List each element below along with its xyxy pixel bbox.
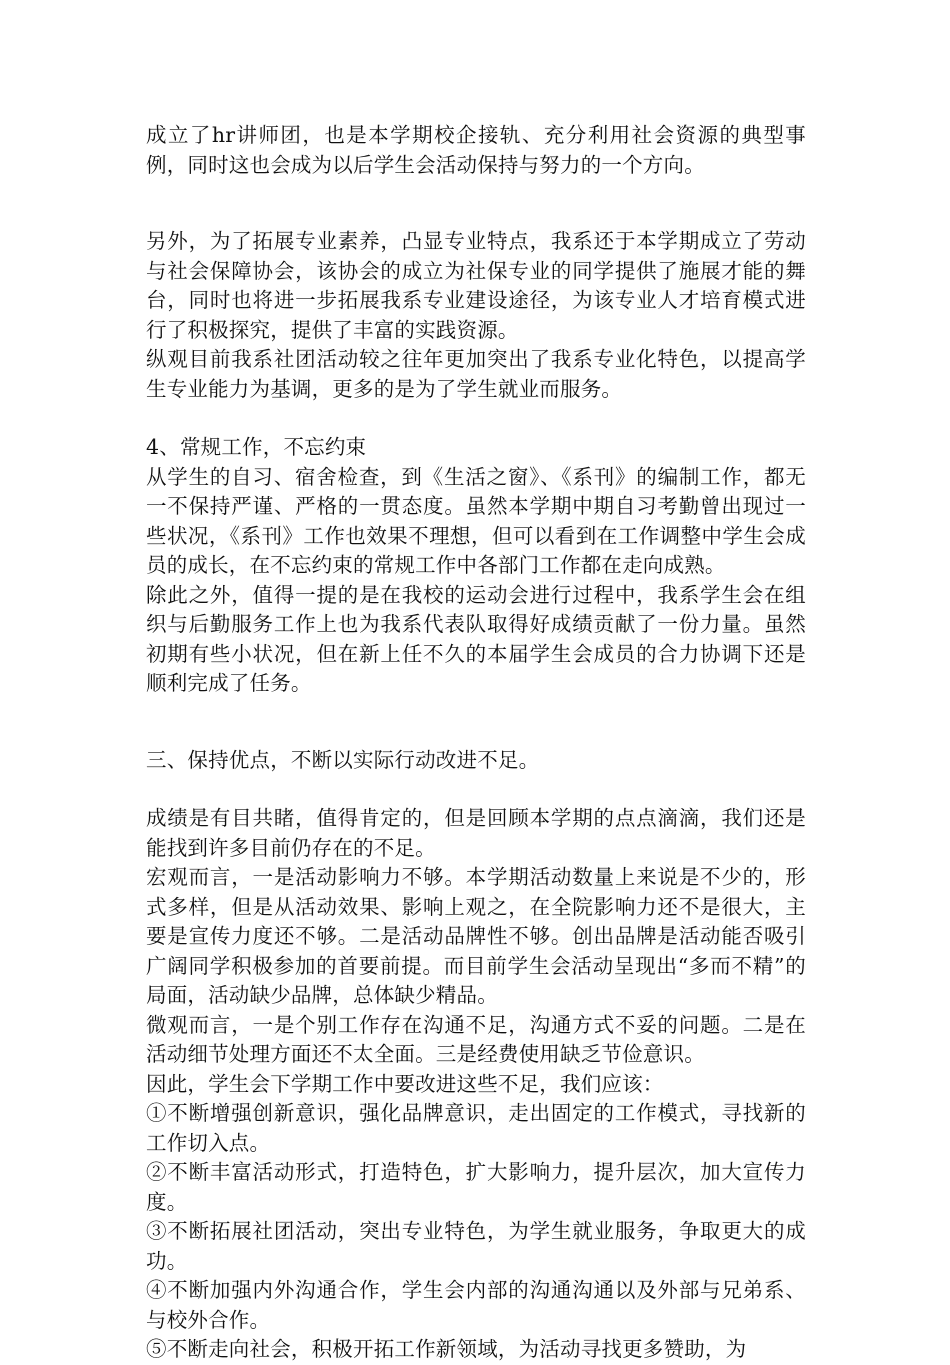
spacer (146, 404, 806, 433)
list-item-communication: ④不断加强内外沟通合作，学生会内部的沟通沟通以及外部与兄弟系、与校外合作。 (146, 1278, 806, 1332)
paragraph-macro-issues: 宏观而言，一是活动影响力不够。本学期活动数量上来说是不少的，形式多样，但是从活动效果、影响上观之，在全院影响力还不是很大，主要是宣传力度还不够。二是活动品牌性不够。创出品牌是活动能否吸引广阔同学积极参加的首要前提。而目前学生会活动呈现出“多而不精”的局面，活动缺少品牌，总体缺少精品。 (146, 865, 806, 1007)
paragraph-club-overview: 纵观目前我系社团活动较之往年更加突出了我系专业化特色，以提高学生专业能力为基调，更多的是为了学生就业而服务。 (146, 347, 806, 401)
paragraph-sports-meet: 除此之外，值得一提的是在我校的运动会进行过程中，我系学生会在组织与后勤服务工作上也为我系代表队取得好成绩贡献了一份力量。虽然初期有些小状况，但在新上任不久的本届学生会成员的合力协调下还是顺利完成了任务。 (146, 582, 806, 695)
paragraph-achievements: 成绩是有目共睹，值得肯定的，但是回顾本学期的点点滴滴，我们还是能找到许多目前仍存在的不足。 (146, 806, 806, 860)
spacer (146, 699, 806, 746)
list-item-society: ⑤不断走向社会，积极开拓工作新领域，为活动寻找更多赞助，为 (146, 1337, 747, 1361)
section-heading-routine-work: 4、常规工作，不忘约束 (146, 435, 367, 459)
spacer (146, 775, 806, 804)
spacer (146, 180, 806, 227)
list-item-club-activities: ③不断拓展社团活动，突出专业特色，为学生就业服务，争取更大的成功。 (146, 1219, 806, 1273)
paragraph-routine-work: 从学生的自习、宿舍检查，到《生活之窗》、《系刊》的编制工作，都无一不保持严谨、严格的一贯态度。虽然本学期中期自习考勤曾出现过一些状况，《系刊》工作也效果不理想，但可以看到在工作调整中学生会成员的成长，在不忘约束的常规工作中各部门工作都在走向成熟。 (146, 464, 806, 577)
paragraph-hr-lecturer-team: 成立了hr讲师团，也是本学期校企接轨、充分利用社会资源的典型事例，同时这也会成为以后学生会活动保持与努力的一个方向。 (146, 123, 806, 177)
paragraph-labor-association: 另外，为了拓展专业素养，凸显专业特点，我系还于本学期成立了劳动与社会保障协会，该协会的成立为社保专业的同学提供了施展才能的舞台，同时也将进一步拓展我系专业建设途径，为该专业人才培育模式进行了积极探究，提供了丰富的实践资源。 (146, 229, 806, 342)
list-item-activity-forms: ②不断丰富活动形式，打造特色，扩大影响力，提升层次，加大宣传力度。 (146, 1160, 806, 1214)
section-heading-keep-strengths: 三、保持优点，不断以实际行动改进不足。 (146, 747, 540, 772)
paragraph-micro-issues: 微观而言，一是个别工作存在沟通不足，沟通方式不妥的问题。二是在活动细节处理方面还不太全面。三是经费使用缺乏节俭意识。 (146, 1012, 806, 1066)
paragraph-improvements-intro: 因此，学生会下学期工作中要改进这些不足，我们应该： (146, 1071, 664, 1096)
document-body (146, 121, 806, 1365)
list-item-innovation: ①不断增强创新意识，强化品牌意识，走出固定的工作模式，寻找新的工作切入点。 (146, 1101, 806, 1155)
